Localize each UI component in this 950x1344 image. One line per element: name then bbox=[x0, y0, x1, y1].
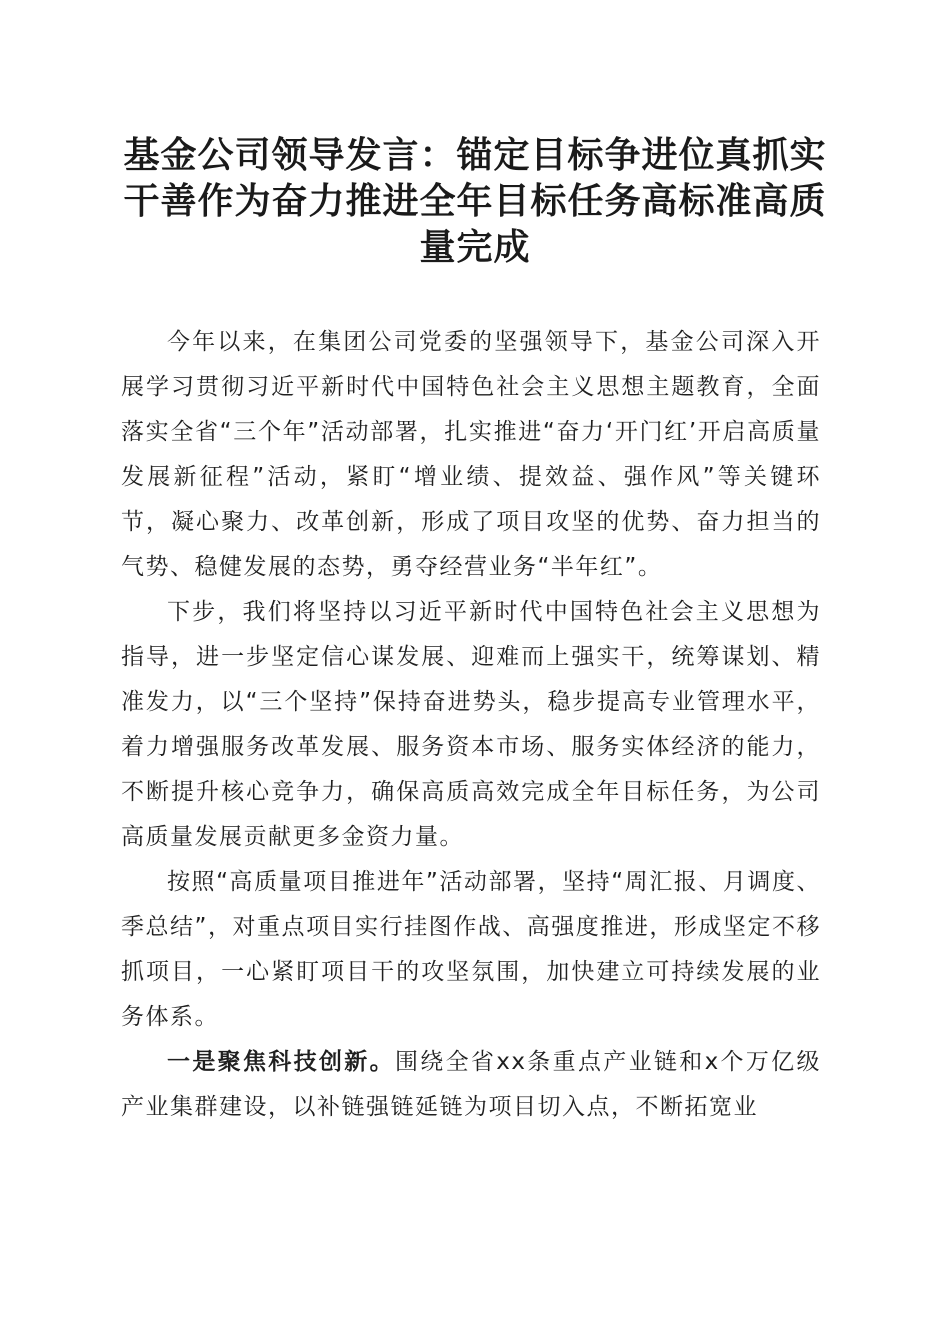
paragraph-next-steps: 下步，我们将坚持以习近平新时代中国特色社会主义思想为指导，进一步坚定信心谋发展、迎难而上强实干，统筹谋划、精准发力，以“三个坚持”保持奋进势头，稳步提高专业管理水平，着力增强服务改革发展、服务资本市场、服务实体经济的能力，不断提升核心竞争力，确保高质高效完成全年目标任务，为公司高质量发展贡献更多金资力量。 bbox=[121, 599, 821, 850]
paragraph-tech-innovation bbox=[121, 1040, 821, 1130]
document-body bbox=[121, 320, 821, 1130]
paragraph-lead-heading: 一是聚焦科技创新。 bbox=[167, 1049, 395, 1075]
paragraph-intro: 今年以来，在集团公司党委的坚强领导下，基金公司深入开展学习贯彻习近平新时代中国特色社会主义思想主题教育，全面落实全省“三个年”活动部署，扎实推进“奋力‘开门红’开启高质量发展新征程”活动，紧盯“增业绩、提效益、强作风”等关键环节，凝心聚力、改革创新，形成了项目攻坚的优势、奋力担当的气势、稳健发展的态势，勇夺经营业务“半年红”。 bbox=[121, 329, 821, 580]
document-title: 基金公司领导发言：锚定目标争进位真抓实干善作为奋力推进全年目标任务高标准高质量完成 bbox=[123, 134, 827, 268]
paragraph-project-year: 按照“高质量项目推进年”活动部署，坚持“周汇报、月调度、季总结”，对重点项目实行挂图作战、高强度推进，形成坚定不移抓项目，一心紧盯项目干的攻坚氛围，加快建立可持续发展的业务体系。 bbox=[121, 869, 821, 1030]
paragraph-body-text: 围绕全省xx条重点产业链和x个万亿级产业集群建设，以补链强链延链为项目切入点，不断拓宽业 bbox=[121, 1049, 821, 1120]
